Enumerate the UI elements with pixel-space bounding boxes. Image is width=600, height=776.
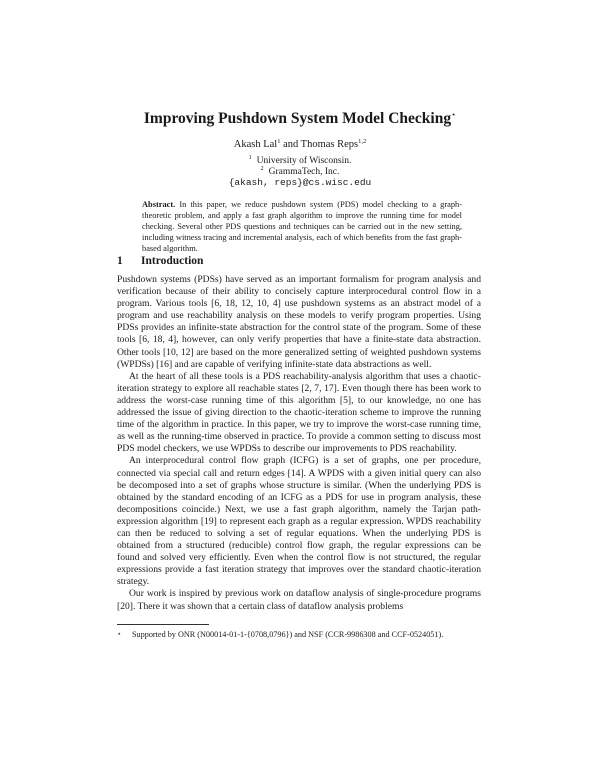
affiliation-2-mark: 2 [260,166,264,172]
footnote [117,629,481,640]
affiliation-1-text: University of Wisconsin. [256,156,352,166]
footnote-mark: ⋆ [117,630,122,638]
affiliation-1-mark: 1 [248,155,252,161]
abstract-label: Abstract. [142,200,176,209]
affiliation-2-text: GrammaTech, Inc. [268,167,340,177]
paragraph: Pushdown systems (PDSs) have served as an important formalism for program analysis and verification because of their ability to concisely capture interprocedural control flow in a program. Various tools [6, 18, 12, 10, 4] use pushdown systems as an abstract model of a program and use reachability analysis on these models to verify program properties. Using PDSs provides an infinite-state abstraction for the control state of the program. Some of these tools [6, 18, 4], however, can only verify properties that have a finite-state data abstraction. Other tools [10, 12] are based on the more generalized setting of weighted pushdown systems (WPDSs) [16] and are capable of verifying infinite-state data abstractions as well. [117,274,481,370]
section-body [117,274,481,613]
author-1: Akash Lal [233,139,278,150]
title-footnote-mark: ⋆ [451,110,457,119]
author-1-affiliation: 1 [277,138,281,145]
abstract [142,199,462,254]
author-2-affiliation: 1,2 [358,138,367,145]
paragraph: At the heart of all these tools is a PDS reachability-analysis algorithm that uses a chaotic-iteration strategy to explore all reachable states [2, 7, 17]. Even though there has been work to address the worst-case running time of this algorithm [5], to our knowledge, no one has addressed the issue of giving direction to the chaotic-iteration scheme to improve the running time of the algorithm in practice. In this paper, we try to improve the worst-case running time, as well as the running-time observed in practice. To provide a common setting to discuss most PDS model checkers, we use WPDSs to describe our improvements to PDS reachability. [117,370,481,455]
footnote-rule [117,624,209,625]
author-email: {akash, reps}@cs.wisc.edu [228,177,372,188]
paragraph: Our work is inspired by previous work on dataflow analysis of single-procedure programs [20]. There it was shown that a certain class of dataflow analysis problems [117,588,481,612]
paper-title [0,110,600,128]
section-title: Introduction [141,255,204,267]
author-line [0,138,600,150]
author-conjunction: and [283,139,299,150]
affiliation-2 [0,166,600,177]
author-2: Thomas Reps [300,139,359,150]
title-text: Improving Pushdown System Model Checking [143,110,452,127]
section-heading [117,255,203,267]
section-number: 1 [117,255,123,267]
footnote-text: Supported by ONR (N00014-01-1-{0708,0796}) and NSF (CCR-9986308 and CCF-0524051). [132,630,444,639]
abstract-text: In this paper, we reduce pushdown system (PDS) model checking to a graph-theoretic problem, and apply a fast graph algorithm to improve the running time for model checking. Several other PDS questions and techniques can be carried out in the new setting, including witness tracing and incremental analysis, each of which benefits from the fast graph-based algorithm. [142,200,463,254]
affiliation-1 [0,155,600,166]
paragraph: An interprocedural control flow graph (ICFG) is a set of graphs, one per procedure, connected via special call and return edges [14]. A WPDS with a given initial query can also be decomposed into a set of graphs whose structure is similar. (When the underlying PDS is obtained by the standard encoding of an ICFG as a PDS for use in program analysis, these decompositions coincide.) Next, we use a fast graph algorithm, namely the Tarjan path-expression algorithm [19] to represent each graph as a regular expression. WPDS reachability can then be reduced to solving a set of regular equations. When the underlying PDS is obtained from a structured (reducible) control flow graph, the regular expressions can be found and solved very efficiently. Even when the control flow is not structured, the regular expressions provide a fast iteration strategy that improves over the standard chaotic-iteration strategy. [117,455,481,588]
